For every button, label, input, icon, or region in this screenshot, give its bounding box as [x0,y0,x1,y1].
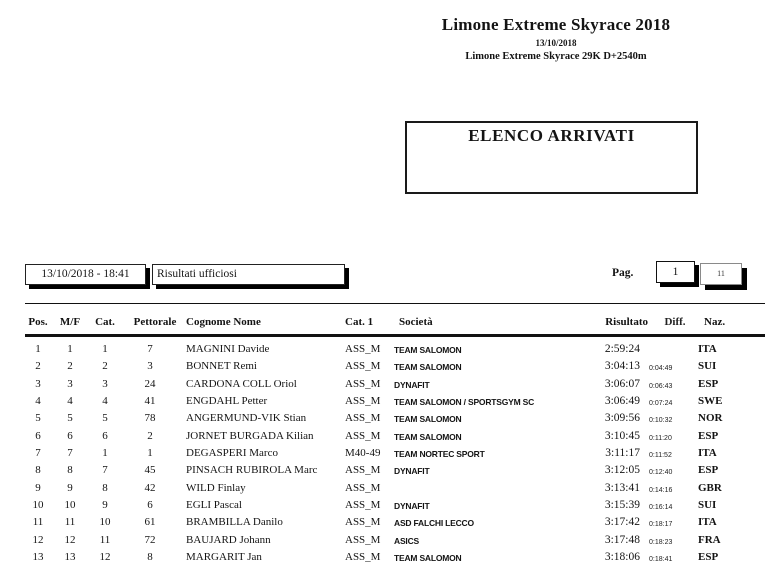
cell-cat: 7 [102,464,108,477]
cell-pettorale: 1 [147,447,153,460]
cell-risultato: 3:11:17 [605,447,640,460]
cell-pos: 1 [35,343,41,355]
cell-pettorale: 24 [144,377,156,390]
event-date: 13/10/2018 [535,38,577,48]
cell-name: BRAMBILLA Danilo [186,516,283,529]
cell-diff: 0:07:24 [649,400,673,408]
cell-societa: TEAM SALOMON / SPORTSGYM SC [394,397,535,408]
page-label: Pag. [612,267,634,279]
cell-cat: 6 [102,429,108,442]
table-row [0,549,768,566]
cell-mf: 11 [64,516,76,529]
cell-diff: 0:18:17 [649,521,673,529]
cell-societa: DYNAFIT [394,501,430,512]
cell-diff: 0:18:41 [649,556,673,564]
cell-cat: 11 [99,533,111,546]
table-row [0,480,768,497]
cell-cat: 5 [102,412,108,425]
cell-naz: FRA [698,533,721,546]
cell-risultato: 3:06:07 [604,377,640,390]
cell-naz: GBR [698,481,722,494]
cell-pos: 3 [35,377,41,390]
cell-cat1: ASS_M [345,412,381,425]
cell-mf: 12 [64,533,76,546]
cell-pos: 4 [35,395,41,408]
cell-mf: 1 [67,343,73,355]
table-row [0,462,768,479]
elenco-arrivati-box [405,121,698,194]
cell-pettorale: 3 [147,360,153,373]
cell-name: MARGARIT Jan [186,551,262,564]
header-cat: Cat. [95,316,115,328]
cell-cat: 3 [102,377,108,390]
table-top-rule [25,303,765,304]
cell-cat1: ASS_M [345,377,381,390]
cell-diff: 0:18:23 [649,538,673,546]
cell-diff: 0:11:20 [649,434,672,442]
cell-mf: 9 [67,481,73,494]
cell-societa: ASICS [394,535,419,546]
cell-pettorale: 6 [147,499,153,512]
cell-societa: DYNAFIT [394,466,430,477]
cell-cat: 1 [102,447,108,460]
cell-mf: 10 [64,499,76,512]
header-diff: Diff. [664,316,686,328]
cell-naz: SUI [698,360,717,373]
cell-diff: 0:12:40 [649,469,673,477]
cell-naz: ESP [698,551,719,564]
cell-naz: ITA [698,447,717,460]
cell-naz: ITA [698,343,717,355]
cell-societa: TEAM SALOMON [394,345,462,355]
cell-diff: 0:06:43 [649,382,673,390]
cell-name: BAUJARD Johann [186,533,271,546]
cell-naz: ITA [698,516,717,529]
cell-mf: 3 [67,377,73,390]
table-row [0,341,768,358]
cell-pettorale: 2 [147,429,153,442]
cell-pettorale: 8 [147,551,153,564]
table-row [0,393,768,410]
cell-risultato: 3:10:45 [604,429,640,442]
banner-title: ELENCO ARRIVATI [468,126,635,145]
cell-name: ANGERMUND-VIK Stian [186,412,307,425]
cell-name: EGLI Pascal [186,499,242,512]
header-pos: Pos. [28,316,48,328]
cell-name: MAGNINI Davide [186,343,270,355]
header-name: Cognome Nome [186,316,261,328]
cell-cat1: ASS_M [345,429,381,442]
cell-cat1: ASS_M [345,481,381,494]
total-pages-field: 11 [700,263,742,285]
cell-mf: 7 [67,447,73,460]
cell-pos: 9 [35,481,41,494]
cell-societa: TEAM SALOMON [394,431,462,442]
cell-mf: 8 [67,464,73,477]
cell-pos: 8 [35,464,41,477]
cell-risultato: 3:15:39 [604,499,640,512]
header-pettorale: Pettorale [133,316,177,328]
cell-name: ENGDAHL Petter [186,395,268,408]
header-risultato: Risultato [605,316,648,328]
cell-risultato: 3:12:05 [604,464,640,477]
cell-risultato: 3:09:56 [604,412,640,425]
cell-societa: TEAM SALOMON [394,414,462,425]
header-cat1: Cat. 1 [345,316,374,328]
cell-pettorale: 7 [147,343,153,355]
table-row [0,428,768,445]
event-title: Limone Extreme Skyrace 2018 [441,15,671,34]
cell-name: WILD Finlay [186,481,246,494]
results-rows [0,341,768,566]
cell-cat1: ASS_M [345,464,381,477]
cell-cat: 9 [102,499,108,512]
table-row [0,445,768,462]
cell-societa: TEAM SALOMON [394,362,462,373]
cell-pettorale: 61 [144,516,156,529]
cell-cat: 12 [99,551,111,564]
table-header-row [0,312,768,332]
cell-diff: 0:11:52 [649,452,672,460]
cell-risultato: 3:18:06 [604,551,640,564]
cell-cat: 10 [99,516,111,529]
cell-pos: 11 [32,516,44,529]
cell-pos: 6 [35,429,41,442]
cell-naz: ESP [698,464,719,477]
cell-naz: SUI [698,499,717,512]
cell-name: PINSACH RUBIROLA Marc [186,464,318,477]
cell-pos: 7 [35,447,41,460]
cell-naz: ESP [698,377,719,390]
cell-pettorale: 41 [144,395,156,408]
cell-cat1: ASS_M [345,499,381,512]
header-naz: Naz. [704,316,726,328]
document-header [356,14,756,63]
cell-name: CARDONA COLL Oriol [186,377,297,390]
cell-pos: 5 [35,412,41,425]
cell-cat: 1 [102,343,108,355]
cell-diff: 0:10:32 [649,417,673,425]
cell-mf: 4 [67,395,73,408]
cell-pos: 13 [32,551,44,564]
table-header-rule [25,334,765,337]
cell-societa: TEAM SALOMON [394,553,462,564]
cell-cat1: ASS_M [345,360,381,373]
cell-name: JORNET BURGADA Kilian [186,429,314,442]
event-subtitle: Limone Extreme Skyrace 29K D+2540m [465,51,647,62]
cell-cat: 2 [102,360,108,373]
cell-societa: DYNAFIT [394,379,430,390]
cell-cat: 8 [102,481,108,494]
cell-naz: ESP [698,429,719,442]
page-number-field: 1 [656,261,695,283]
cell-mf: 5 [67,412,73,425]
cell-risultato: 3:17:48 [604,533,640,546]
cell-risultato: 2:59:24 [604,343,640,355]
cell-mf: 13 [64,551,76,564]
cell-diff: 0:04:49 [649,365,673,373]
cell-risultato: 3:17:42 [604,516,640,529]
table-row [0,532,768,549]
table-row [0,358,768,375]
cell-cat1: ASS_M [345,533,381,546]
table-row [0,497,768,514]
header-societa: Società [399,316,433,328]
cell-pettorale: 72 [144,533,156,546]
cell-mf: 6 [67,429,73,442]
results-status-field: Risultati ufficiosi [152,264,345,285]
cell-diff: 0:14:16 [649,486,673,494]
table-row [0,376,768,393]
datetime-field: 13/10/2018 - 18:41 [25,264,146,285]
cell-naz: NOR [698,412,723,425]
cell-diff: 0:16:14 [649,504,673,512]
cell-societa: ASD FALCHI LECCO [394,518,474,529]
cell-cat: 4 [102,395,108,408]
cell-pos: 2 [35,360,41,373]
cell-cat1: ASS_M [345,551,381,564]
cell-pettorale: 45 [144,464,156,477]
cell-naz: SWE [698,395,723,408]
cell-risultato: 3:04:13 [604,360,640,373]
cell-cat1: ASS_M [345,395,381,408]
table-row [0,514,768,531]
cell-pettorale: 42 [144,481,156,494]
cell-cat1: ASS_M [345,516,381,529]
header-mf: M/F [59,316,81,328]
cell-cat1: ASS_M [345,343,381,355]
cell-mf: 2 [67,360,73,373]
cell-societa: TEAM NORTEC SPORT [394,449,485,460]
cell-name: BONNET Remi [186,360,257,373]
cell-name: DEGASPERI Marco [186,447,278,460]
cell-cat1: M40-49 [345,447,381,460]
cell-pettorale: 78 [144,412,156,425]
cell-pos: 10 [32,499,44,512]
table-row [0,410,768,427]
cell-risultato: 3:13:41 [604,481,640,494]
cell-pos: 12 [32,533,44,546]
cell-risultato: 3:06:49 [604,395,640,408]
